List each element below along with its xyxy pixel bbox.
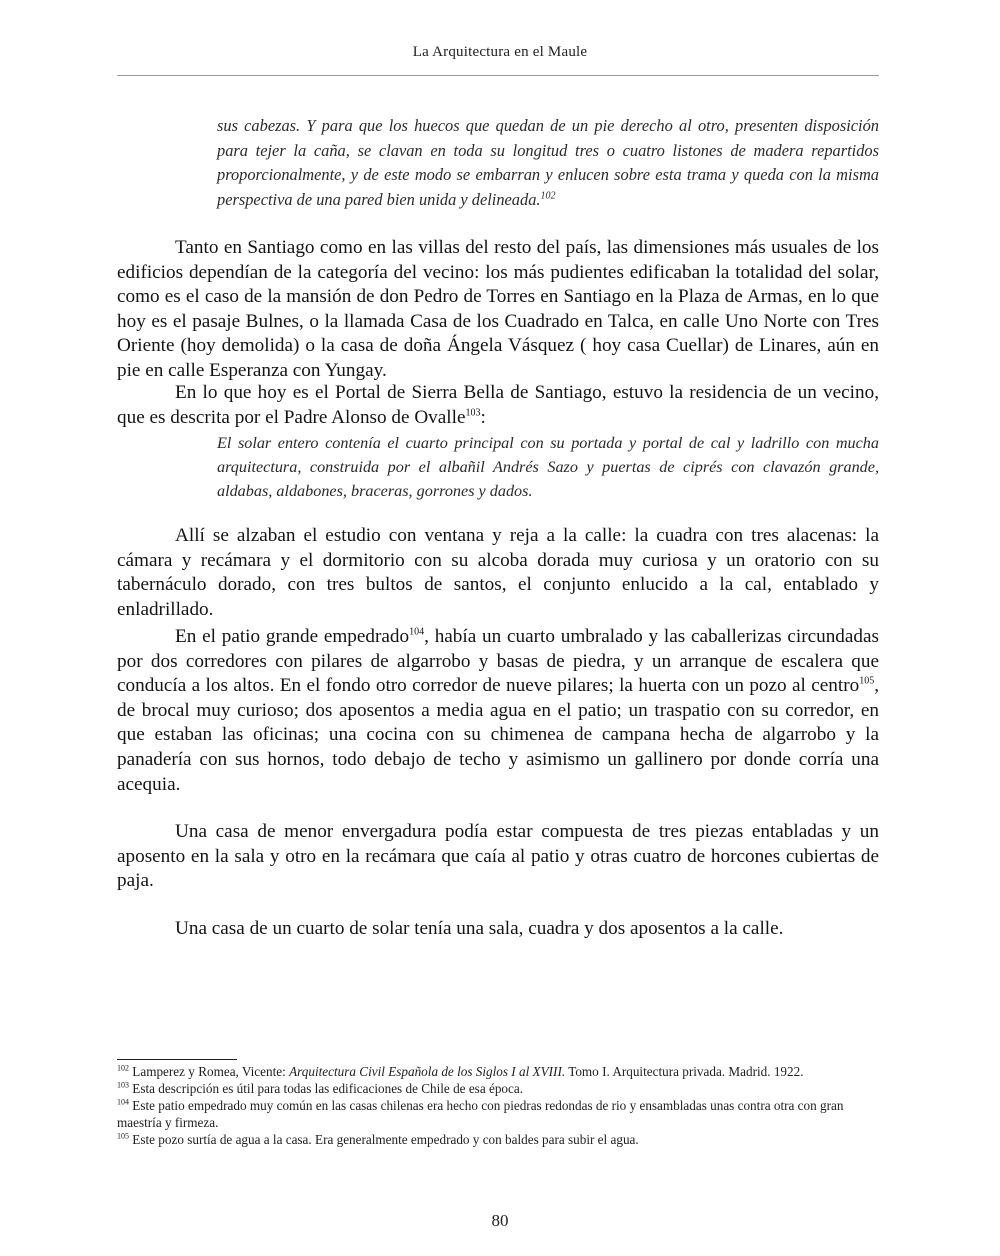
header-rule — [117, 75, 879, 76]
footnote-number: 104 — [117, 1097, 129, 1107]
footnote-number: 103 — [117, 1080, 129, 1090]
footnote-ref-102[interactable]: 102 — [540, 190, 556, 202]
paragraph-2 — [117, 381, 879, 430]
paragraph-1 — [117, 236, 879, 384]
paragraph-2-body: En lo que hoy es el Portal de Sierra Bella de Santiago, estuvo la residencia de un vecino, que es descrita por el Padre Alonso de Ovalle — [117, 382, 879, 428]
paragraph-6-text: Una casa de un cuarto de solar tenía una sala, cuadra y dos aposentos a la calle. — [175, 918, 784, 939]
footnote-102-post: Tomo I. Arquitectura privada. Madrid. 1922. — [565, 1064, 804, 1079]
block-quote-1 — [217, 114, 879, 212]
footnote-102-pre: Lamperez y Romea, Vicente: — [132, 1064, 290, 1079]
footnote-ref-104[interactable]: 104 — [409, 626, 425, 638]
footnote-102 — [117, 1063, 879, 1080]
paragraph-6 — [117, 917, 879, 942]
paragraph-2-tail: : — [480, 406, 486, 428]
footnote-105-text: Este pozo surtía de agua a la casa. Era generalmente empedrado y con baldes para subir el agua. — [132, 1132, 639, 1147]
paragraph-4-text — [117, 625, 879, 797]
footnote-102-title: Arquitectura Civil Española de los Siglos I al XVIII. — [289, 1064, 566, 1079]
footnote-ref-103[interactable]: 103 — [465, 407, 481, 419]
paragraph-3 — [117, 524, 879, 622]
footnote-separator — [117, 1059, 237, 1060]
footnote-104-text: Este patio empedrado muy común en las casas chilenas era hecho con piedras redondas de rio y ensambladas unas contra otra con gran maestría y firmeza. — [117, 1098, 844, 1130]
block-quote-2: El solar entero contenía el cuarto principal con su portada y portal de cal y ladrillo con mucha arquitectura, construida por el albañil Andrés Sazo y puertas de ciprés con clavazón grande, aldabas, aldabones, braceras, gorrones y dados. — [217, 434, 879, 500]
footnote-number: 105 — [117, 1131, 129, 1141]
footnote-ref-105[interactable]: 105 — [859, 675, 875, 687]
footnote-104 — [117, 1097, 879, 1131]
footnote-103-text: Esta descripción es útil para todas las edificaciones de Chile de esa época. — [132, 1081, 524, 1096]
paragraph-3-text: Allí se alzaban el estudio con ventana y reja a la calle: la cuadra con tres alacenas: la cámara y recámara y el dormitorio con su alcoba dorada muy curiosa y un oratorio con su tabernáculo dorado, con tres bultos de santos, el conjunto enlucido a la cal, entablado y enladrillado. — [117, 525, 879, 620]
footnotes — [117, 1063, 879, 1148]
paragraph-1-text: Tanto en Santiago como en las villas del resto del país, las dimensiones más usuales de los edificios dependían de la categoría del vecino: los más pudientes edificaban la totalidad del solar, como es el caso de la mansión de don Pedro de Torres en Santiago en la Plaza de Armas, en lo que hoy es el pasaje Bulnes, o la llamada Casa de los Cuadrado en Talca, en calle Uno Norte con Tres Oriente (hoy demolida) o la casa de doña Ángela Vásquez ( hoy casa Cuellar) de Linares, aún en pie en calle Esperanza con Yungay. — [117, 237, 879, 381]
block-quote-1-text: sus cabezas. Y para que los huecos que quedan de un pie derecho al otro, presenten disposición para tejer la caña, se clavan en toda su longitud tres o cuatro listones de madera repartidos proporcionalmente, y de este modo se embarran y enlucen sobre esta trama y queda con la misma perspectiva de una pared bien unida y delineada. — [217, 116, 879, 209]
footnote-103 — [117, 1080, 879, 1097]
footnote-number: 102 — [117, 1063, 129, 1073]
paragraph-4-part3: , de brocal muy curioso; dos aposentos a media agua en el patio; un traspatio con su corredor, en que estaban las oficinas; una cocina con su chimenea de campana hecha de algarrobo y la panadería con sus hornos, todo debajo de techo y asimismo un gallinero por donde corría una acequia. — [117, 675, 879, 795]
paragraph-5-text: Una casa de menor envergadura podía estar compuesta de tres piezas entabladas y un aposento en la sala y otro en la recámara que caía al patio y otras cuatro de horcones cubiertas de paja. — [117, 821, 879, 892]
paragraph-2-text — [117, 381, 879, 430]
paragraph-4-part2: , había un cuarto umbralado y las caballerizas circundadas por dos corredores con pilares de algarrobo y basas de piedra, y un arranque de escalera que conducía a los altos. En el fondo otro corredor de nueve pilares; la huerta con un pozo al centro — [117, 626, 879, 697]
paragraph-5 — [117, 820, 879, 894]
paragraph-4 — [117, 625, 879, 797]
running-header: La Arquitectura en el Maule — [412, 44, 588, 60]
paragraph-4-part1: En el patio grande empedrado — [175, 626, 410, 647]
page-number: 80 — [491, 1211, 509, 1230]
footnote-105 — [117, 1131, 879, 1148]
